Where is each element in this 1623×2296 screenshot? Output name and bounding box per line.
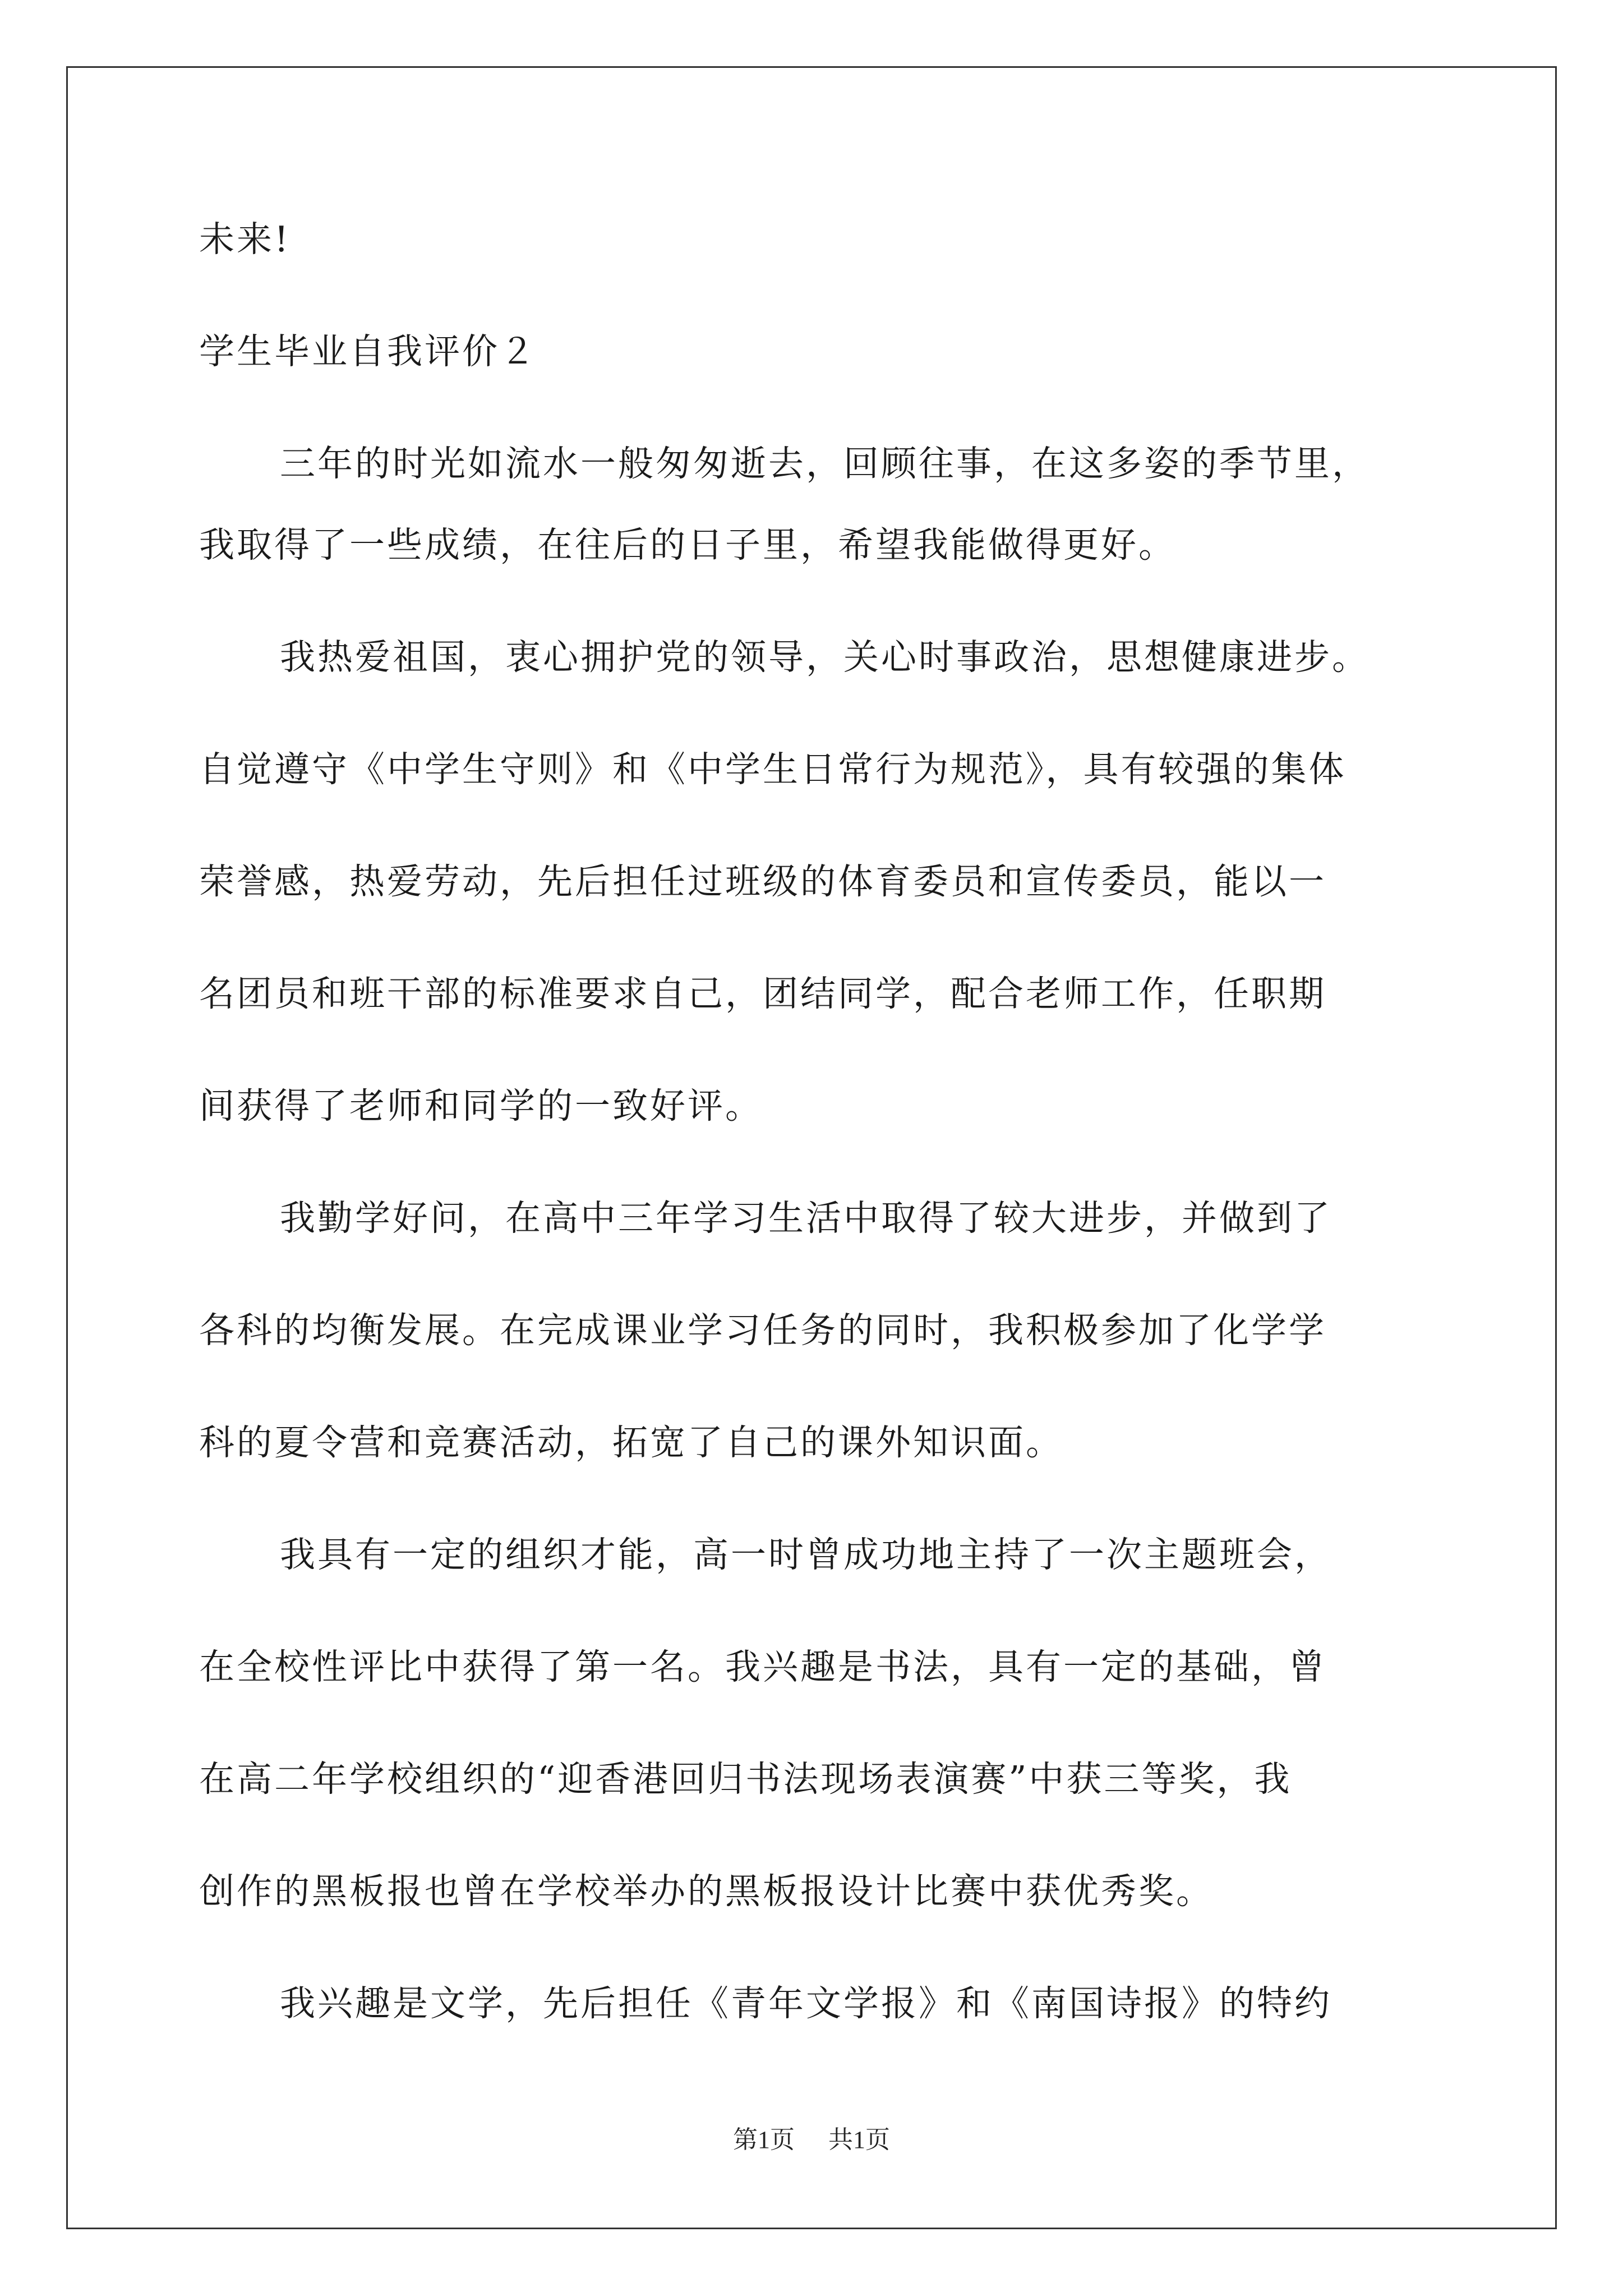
paragraph-line: 我勤学好问，在高中三年学习生活中取得了较大进步，并做到了 <box>280 1198 1332 1239</box>
page-footer <box>0 2119 1623 2155</box>
paragraph-line: 我热爱祖国，衷心拥护党的领导，关心时事政治，思想健康进步。 <box>280 637 1370 678</box>
paragraph-line: 我兴趣是文学，先后担任《青年文学报》和《南国诗报》的特约 <box>280 1983 1332 2024</box>
paragraph-line: 在全校性评比中获得了第一名。我兴趣是书法，具有一定的基础，曾 <box>199 1646 1326 1687</box>
section-title: 学生毕业自我评价２ <box>199 331 537 372</box>
paragraph-line: 创作的黑板报也曾在学校举办的黑板报设计比赛中获优秀奖。 <box>199 1871 1214 1912</box>
paragraph-line: 科的夏令营和竞赛活动，拓宽了自己的课外知识面。 <box>199 1422 1063 1463</box>
text-line: 未来! <box>199 219 291 260</box>
paragraph-line: 间获得了老师和同学的一致好评。 <box>199 1085 763 1126</box>
paragraph-line: 荣誉感，热爱劳动，先后担任过班级的体育委员和宣传委员，能以一 <box>199 861 1326 902</box>
paragraph-line: 各科的均衡发展。在完成课业学习任务的同时，我积极参加了化学学 <box>199 1310 1326 1351</box>
page-number: 第1页 <box>733 2126 795 2154</box>
paragraph-line: 三年的时光如流水一般匆匆逝去，回顾往事，在这多姿的季节里， <box>280 443 1370 484</box>
paragraph-line: 在高二年学校组织的“迎香港回归书法现场表演赛”中获三等奖，我 <box>199 1759 1292 1800</box>
paragraph-line: 我取得了一些成绩，在往后的日子里，希望我能做得更好。 <box>199 524 1176 565</box>
page-total: 共1页 <box>828 2126 890 2154</box>
paragraph-line: 名团员和班干部的标准要求自己，团结同学，配合老师工作，任职期 <box>199 973 1326 1014</box>
paragraph-line: 自觉遵守《中学生守则》和《中学生日常行为规范》，具有较强的集体 <box>199 749 1347 790</box>
paragraph-line: 我具有一定的组织才能，高一时曾成功地主持了一次主题班会， <box>280 1534 1332 1575</box>
